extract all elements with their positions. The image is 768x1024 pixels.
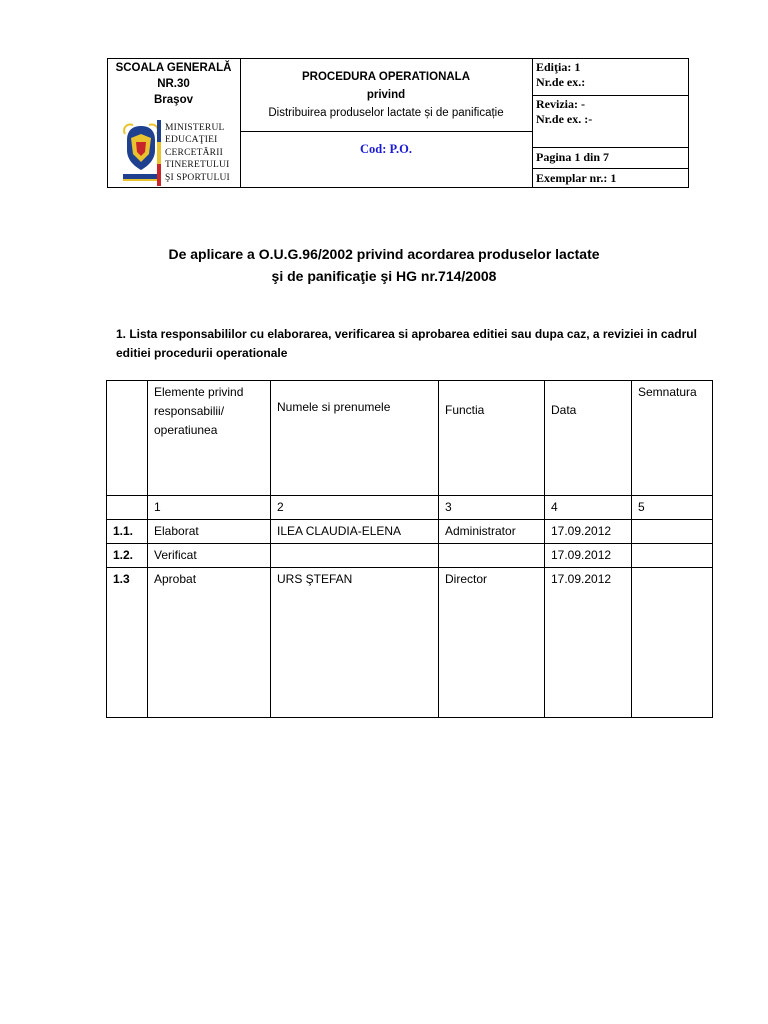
ministry-line-3: CERCETĂRII — [165, 147, 223, 158]
procedure-connector: privind — [366, 89, 406, 101]
table-row — [107, 544, 713, 568]
row-date: 17.09.2012 — [545, 520, 632, 544]
header-border-top — [107, 58, 689, 59]
row-function: Administrator — [439, 520, 545, 544]
row-operation: Elaborat — [148, 520, 271, 544]
column-number-row — [107, 496, 713, 520]
row-signature — [632, 544, 713, 568]
ministry-line-1: MINISTERUL — [165, 123, 225, 133]
table-row — [107, 568, 713, 718]
copy-number: Exemplar nr.: 1 — [536, 171, 617, 185]
row-number: 1.3 — [107, 568, 148, 718]
colnum-cell: 3 — [439, 496, 545, 520]
revision-cell — [536, 97, 592, 127]
row-date: 17.09.2012 — [545, 568, 632, 718]
header-right-rule-2 — [532, 147, 689, 148]
header-cell-function: Functia — [439, 381, 545, 496]
title-line-1: De aplicare a O.U.G.96/2002 privind acordarea produselor lactate — [168, 246, 600, 262]
ministry-line-4: TINERETULUI — [165, 160, 230, 171]
row-signature — [632, 520, 713, 544]
header-cell-elements: Elemente privind responsabilii/ operatiunea — [148, 381, 271, 496]
colnum-cell: 1 — [148, 496, 271, 520]
revision: Revizia: - — [536, 97, 585, 111]
row-signature — [632, 568, 713, 718]
header-cell-signature: Semnatura — [632, 381, 713, 496]
edition: Ediţia: 1 — [536, 60, 581, 74]
edition-copies: Nr.de ex.: — [536, 75, 586, 89]
row-operation: Aprobat — [148, 568, 271, 718]
document-header — [107, 58, 689, 188]
row-person-name: URS ŞTEFAN — [271, 568, 439, 718]
row-operation: Verificat — [148, 544, 271, 568]
colnum-cell — [107, 496, 148, 520]
header-border-bottom — [107, 187, 689, 188]
row-number: 1.2. — [107, 544, 148, 568]
ministry-name — [165, 122, 230, 184]
header-mid-rule — [240, 131, 532, 132]
procedure-type: PROCEDURA OPERATIONALA — [301, 71, 471, 83]
document-title — [0, 243, 768, 287]
header-cell-date: Data — [545, 381, 632, 496]
title-line-2: şi de panificaţie şi HG nr.714/2008 — [271, 268, 497, 284]
row-person-name — [271, 544, 439, 568]
school-line-1: SCOALA GENERALĂ — [115, 62, 232, 74]
row-date: 17.09.2012 — [545, 544, 632, 568]
procedure-code: Cod: P.O. — [360, 142, 412, 156]
header-cell-index — [107, 381, 148, 496]
header-right-rule-1 — [532, 95, 689, 96]
section-1-heading: 1. Lista responsabililor cu elaborarea, verificarea si aprobarea editiei sau dupa caz, a reviziei in cadrul editiei procedurii operationale — [116, 327, 697, 360]
school-name — [107, 60, 240, 108]
revision-copies: Nr.de ex. :- — [536, 112, 593, 126]
header-cell-name: Numele si prenumele — [271, 381, 439, 496]
ministry-logo — [121, 120, 231, 186]
table-row — [107, 520, 713, 544]
responsibility-table — [106, 380, 713, 718]
ministry-line-2: EDUCAŢIEI — [165, 135, 218, 146]
edition-cell — [536, 60, 585, 90]
colnum-cell: 2 — [271, 496, 439, 520]
row-number: 1.1. — [107, 520, 148, 544]
row-person-name: ILEA CLAUDIA-ELENA — [271, 520, 439, 544]
coat-of-arms-icon — [121, 120, 161, 182]
header-right-rule-3 — [532, 168, 689, 169]
school-line-3: Braşov — [154, 94, 193, 106]
colnum-cell: 4 — [545, 496, 632, 520]
page-number: Pagina 1 din 7 — [536, 150, 610, 164]
table-header-row — [107, 381, 713, 496]
school-line-2: NR.30 — [157, 78, 190, 90]
colnum-cell: 5 — [632, 496, 713, 520]
row-function: Director — [439, 568, 545, 718]
ministry-line-5: ŞI SPORTULUI — [165, 172, 230, 183]
procedure-subject: Distribuirea produselor lactate și de panificație — [268, 107, 504, 119]
row-function — [439, 544, 545, 568]
procedure-title — [240, 68, 532, 122]
